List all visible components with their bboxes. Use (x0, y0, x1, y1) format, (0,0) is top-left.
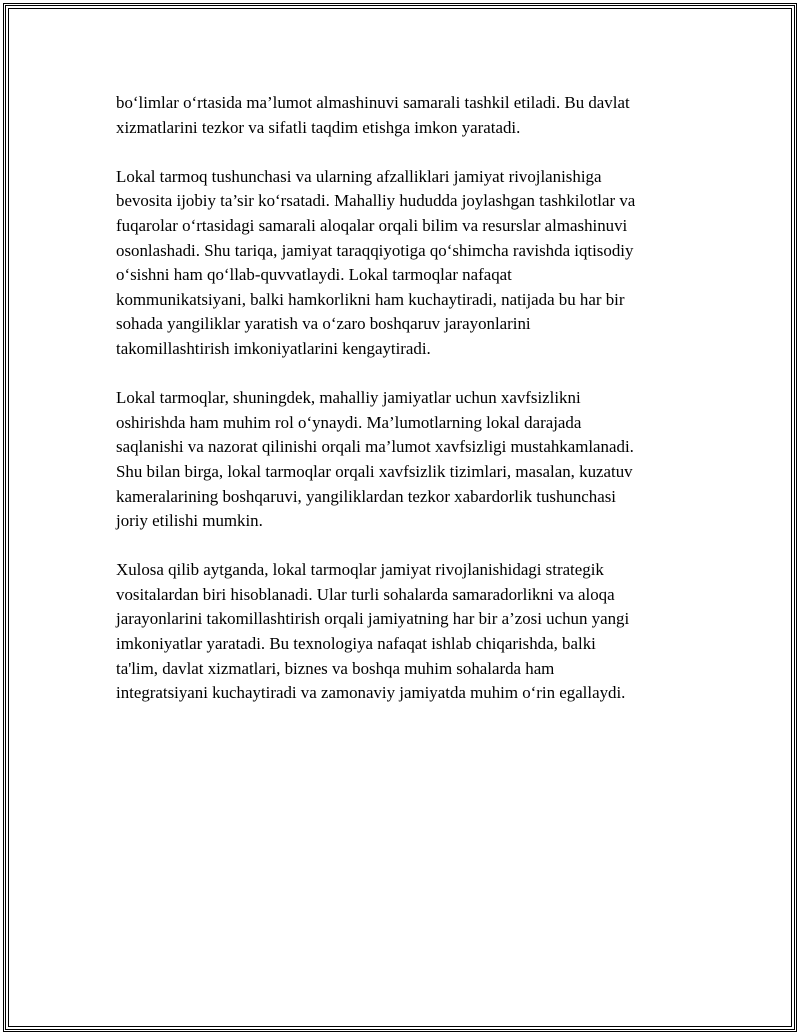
text-line: vositalardan biri hisoblanadi. Ular turli sohalarda samaradorlikni va aloqa (116, 584, 615, 604)
text-line: integratsiyani kuchaytiradi va zamonaviy jamiyatda muhim o‘rin egallaydi. (116, 683, 626, 703)
paragraph-2 (116, 165, 696, 362)
text-line: osonlashadi. Shu tariqa, jamiyat taraqqiyotiga qo‘shimcha ravishda iqtisodiy (116, 240, 634, 260)
text-line: fuqarolar o‘rtasidagi samarali aloqalar orqali bilim va resurslar almashinuvi (116, 215, 628, 235)
text-line: saqlanishi va nazorat qilinishi orqali ma’lumot xavfsizligi mustahkamlanadi. (116, 437, 634, 457)
text-line: o‘sishni ham qo‘llab-quvvatlaydi. Lokal tarmoqlar nafaqat (116, 265, 512, 285)
text-line: bo‘limlar o‘rtasida ma’lumot almashinuvi samarali tashkil etiladi. Bu davlat (116, 93, 630, 112)
text-line: sohada yangiliklar yaratish va o‘zaro boshqaruv jarayonlarini (116, 314, 531, 334)
text-line: Lokal tarmoq tushunchasi va ularning afzalliklari jamiyat rivojlanishiga (116, 166, 602, 186)
text-line: bevosita ijobiy ta’sir ko‘rsatadi. Mahalliy hududda joylashgan tashkilotlar va (116, 191, 636, 211)
text-line: imkoniyatlar yaratadi. Bu texnologiya nafaqat ishlab chiqarishda, balki (116, 634, 596, 654)
text-line: kommunikatsiyani, balki hamkorlikni ham kuchaytiradi, natijada bu har bir (116, 289, 625, 309)
text-line: joriy etilishi mumkin. (116, 511, 263, 531)
text-line: Xulosa qilib aytganda, lokal tarmoqlar jamiyat rivojlanishidagi strategik (116, 560, 604, 580)
paragraph-4 (116, 558, 696, 706)
text-line: Shu bilan birga, lokal tarmoqlar orqali xavfsizlik tizimlari, masalan, kuzatuv (116, 461, 633, 481)
text-line: ta'lim, davlat xizmatlari, biznes va boshqa muhim sohalarda ham (116, 658, 555, 678)
text-line: kameralarining boshqaruvi, yangiliklardan tezkor xabardorlik tushunchasi (116, 486, 616, 506)
document-body (116, 91, 696, 730)
text-line: oshirishda ham muhim rol o‘ynaydi. Ma’lumotlarning lokal darajada (116, 412, 582, 432)
text-line: xizmatlarini tezkor va sifatli taqdim etishga imkon yaratadi. (116, 117, 521, 137)
paragraph-1 (116, 91, 696, 140)
text-line: jarayonlarini takomillashtirish orqali jamiyatning har bir a’zosi uchun yangi (116, 609, 630, 629)
text-line: takomillashtirish imkoniyatlarini kengaytiradi. (116, 338, 431, 358)
text-line: Lokal tarmoqlar, shuningdek, mahalliy jamiyatlar uchun xavfsizlikni (116, 388, 581, 408)
paragraph-3 (116, 386, 696, 534)
